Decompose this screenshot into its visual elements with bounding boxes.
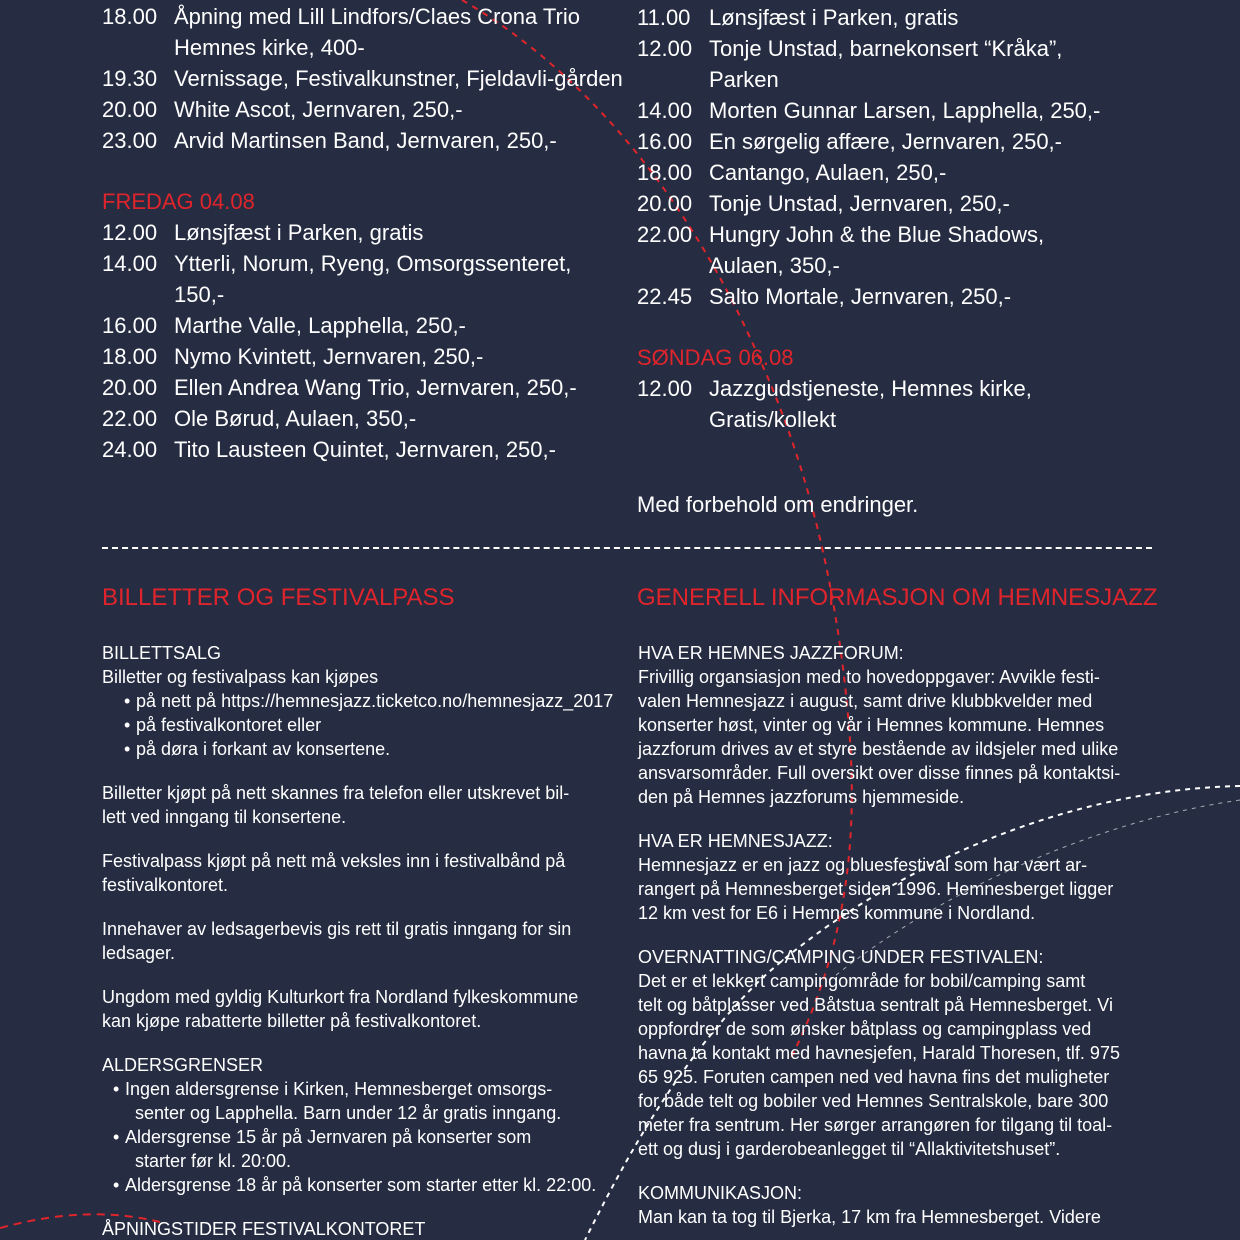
program-time [102,279,174,310]
program-list-fredag [102,217,622,465]
text-line: Frivillig organsiasjon med to hovedoppgaver: Avvikle festi- [638,667,1100,687]
program-event: Tito Lausteen Quintet, Jernvaren, 250,- [174,437,556,462]
ticket-sales-item: • på festivalkontoret eller [102,713,622,737]
program-row [102,403,622,434]
program-event: Vernissage, Festivalkunstner, Fjeldavli-gården [174,66,623,91]
program-time: 23.00 [102,128,158,153]
program-row [102,310,622,341]
program-time: 18.00 [637,160,693,185]
program-time: 14.00 [102,251,158,276]
program-time: 20.00 [637,191,693,216]
program-event: Gratis/kollekt [709,407,837,432]
ticket-sales-intro: Billetter og festivalpass kan kjøpes [102,667,379,687]
text-line: Man kan ta tog til Bjerka, 17 km fra Hemnesberget. Videre [638,1207,1101,1227]
text-line: rangert på Hemnesberget siden 1996. Hemnesberget ligger [638,879,1114,899]
program-time: 18.00 [102,4,158,29]
program-event: Ellen Andrea Wang Trio, Jernvaren, 250,- [174,375,577,400]
program-row [637,281,1177,312]
text-line: ledsager. [102,943,176,963]
program-time: 14.00 [637,98,693,123]
program-event: 150,- [174,282,225,307]
program-event: Parken [709,67,779,92]
text-line: 12 km vest for E6 i Hemnes kommune i Nordland. [638,903,1036,923]
jazzforum-heading: HVA ER HEMNES JAZZFORUM: [638,643,904,663]
program-event: Tonje Unstad, barnekonsert “Kråka”, [709,36,1063,61]
program-row [102,372,622,403]
program-row [102,32,622,63]
text-line: den på Hemnes jazzforums hjemmeside. [638,787,965,807]
age-limit-item [102,1077,622,1125]
program-row [637,404,1177,435]
general-info-title: GENERELL INFORMASJON OM HEMNESJAZZ [637,584,1158,611]
program-row [102,248,622,279]
program-row [102,217,622,248]
program-event: Lønsjfæst i Parken, gratis [709,5,959,30]
text-line: Det er et lekkert campingområde for bobil/camping samt [638,971,1086,991]
program-event: Marthe Valle, Lapphella, 250,- [174,313,466,338]
ticket-sales-item: • på døra i forkant av konsertene. [102,737,622,761]
program-row [102,94,622,125]
paragraph-festival-pass [102,849,622,897]
camping-text [638,969,1178,1161]
text-line: Festivalpass kjøpt på nett må veksles inn i festivalbånd på [102,851,566,871]
age-limit-line: • Ingen aldersgrense i Kirken, Hemnesberget omsorgs- [125,1079,553,1099]
program-time: 12.00 [637,36,693,61]
program-event: Salto Mortale, Jernvaren, 250,- [709,284,1012,309]
program-event: Jazzgudstjeneste, Hemnes kirke, [709,376,1032,401]
program-time: 24.00 [102,437,158,462]
program-time: 20.00 [102,97,158,122]
program-row [637,33,1177,64]
program-event: White Ascot, Jernvaren, 250,- [174,97,463,122]
ticket-sales-list [102,689,622,761]
program-event: Cantango, Aulaen, 250,- [709,160,947,185]
text-line: valen Hemnesjazz i august, samt drive klubbkvelder med [638,691,1093,711]
program-row [102,341,622,372]
communication-text [638,1205,1178,1229]
program-list-sondag [637,373,1177,435]
program-event: Tonje Unstad, Jernvaren, 250,- [709,191,1010,216]
age-limit-line: • Aldersgrense 18 år på konserter som starter etter kl. 22:00. [125,1175,597,1195]
program-event: Hemnes kirke, 400- [174,35,365,60]
day-heading-sondag: SØNDAG 06.08 [637,345,794,370]
hemnesjazz-text [638,853,1178,925]
program-time: 20.00 [102,375,158,400]
program-event: Morten Gunnar Larsen, Lapphella, 250,- [709,98,1101,123]
program-row [102,125,622,156]
text-line: jazzforum drives av et styre bestående av ildsjeler med ulike [638,739,1119,759]
text-line: oppfordrer de som ønsker båtplass og campingplass ved [638,1019,1092,1039]
paragraph-online-tickets [102,781,622,829]
communication-heading: KOMMUNIKASJON: [638,1183,803,1203]
program-time [637,404,709,435]
paragraph-kulturkort [102,985,622,1033]
ticket-sales-heading: BILLETTSALG [102,643,222,663]
changes-note: Med forbehold om endringer. [637,492,919,517]
age-limit-item [102,1173,622,1197]
program-time: 22.00 [637,222,693,247]
dashed-divider [102,547,1152,549]
program-row [637,95,1177,126]
age-limits-list [102,1077,622,1197]
program-row [102,279,622,310]
program-list-lordag [637,2,1177,312]
age-limit-item [102,1125,622,1173]
program-row [637,250,1177,281]
program-row [637,219,1177,250]
paragraph-companion [102,917,622,965]
program-event: Ytterli, Norum, Ryeng, Omsorgssenteret, [174,251,572,276]
text-line: Hemnesjazz er en jazz og bluesfestival som har vært ar- [638,855,1088,875]
program-row [637,373,1177,404]
text-line: havna ta kontakt med havnesjefen, Harald Thoresen, tlf. 975 [638,1043,1120,1063]
program-time: 18.00 [102,344,158,369]
text-line: meter fra sentrum. Her sørger arrangøren for tilgang til toal- [638,1115,1113,1135]
program-time: 12.00 [102,220,158,245]
text-line: Ungdom med gyldig Kulturkort fra Nordland fylkeskommune [102,987,579,1007]
text-line: konserter høst, vinter og vår i Hemnes kommune. Hemnes [638,715,1105,735]
program-row [102,434,622,465]
program-left [102,1,622,465]
program-time: 12.00 [637,376,693,401]
program-event: Ole Børud, Aulaen, 350,- [174,406,417,431]
text-line: ett og dusj i garderobeanlegget til “Allaktivitetshuset”. [638,1139,1061,1159]
day-heading-fredag: FREDAG 04.08 [102,189,255,214]
jazzforum-text [638,665,1178,809]
program-time [637,250,709,281]
text-line: lett ved inngang til konsertene. [102,807,347,827]
program-row [637,157,1177,188]
text-line: ansvarsområder. Full oversikt over disse finnes på kontaktsi- [638,763,1121,783]
program-event: Lønsjfæst i Parken, gratis [174,220,424,245]
program-time: 19.30 [102,66,158,91]
program-row [637,126,1177,157]
program-row [637,188,1177,219]
text-line: Billetter kjøpt på nett skannes fra telefon eller utskrevet bil- [102,783,570,803]
program-row [102,1,622,32]
program-event: Åpning med Lill Lindfors/Claes Crona Trio [174,4,580,29]
hemnesjazz-heading: HVA ER HEMNESJAZZ: [638,831,833,851]
text-line: Innehaver av ledsagerbevis gis rett til gratis inngang for sin [102,919,572,939]
tickets-title: BILLETTER OG FESTIVALPASS [102,584,455,611]
program-right [637,2,1177,435]
program-row [637,2,1177,33]
program-event: En sørgelig affære, Jernvaren, 250,- [709,129,1062,154]
camping-heading: OVERNATTING/CAMPING UNDER FESTIVALEN: [638,947,1044,967]
text-line: festivalkontoret. [102,875,229,895]
program-time: 22.45 [637,284,693,309]
age-limit-line: • Aldersgrense 15 år på Jernvaren på konserter som [125,1127,532,1147]
text-line: telt og båtplasser ved Båtstua sentralt på Hemnesberget. Vi [638,995,1113,1015]
text-line: 65 925. Foruten campen ned ved havna fins det muligheter [638,1067,1110,1087]
program-time: 16.00 [102,313,158,338]
program-list-thursday [102,1,622,156]
office-hours-heading: ÅPNINGSTIDER FESTIVALKONTORET [102,1219,426,1239]
tickets-info [102,641,622,1240]
program-row [102,63,622,94]
program-event: Hungry John & the Blue Shadows, [709,222,1045,247]
program-row [637,64,1177,95]
program-time: 22.00 [102,406,158,431]
text-line: for både telt og bobiler ved Hemnes Sentralskole, bare 300 [638,1091,1109,1111]
text-line: kan kjøpe rabatterte billetter på festivalkontoret. [102,1011,482,1031]
program-time [102,32,174,63]
age-limit-line: starter før kl. 20:00. [135,1151,292,1171]
program-event: Aulaen, 350,- [709,253,840,278]
program-time [637,64,709,95]
program-event: Nymo Kvintett, Jernvaren, 250,- [174,344,484,369]
program-event: Arvid Martinsen Band, Jernvaren, 250,- [174,128,557,153]
program-time: 11.00 [637,5,691,30]
general-info [638,641,1178,1229]
age-limit-line: senter og Lapphella. Barn under 12 år gratis inngang. [135,1103,562,1123]
ticket-sales-item: • på nett på https://hemnesjazz.ticketco.no/hemnesjazz_2017 [102,689,622,713]
program-time: 16.00 [637,129,693,154]
age-limits-heading: ALDERSGRENSER [102,1055,264,1075]
